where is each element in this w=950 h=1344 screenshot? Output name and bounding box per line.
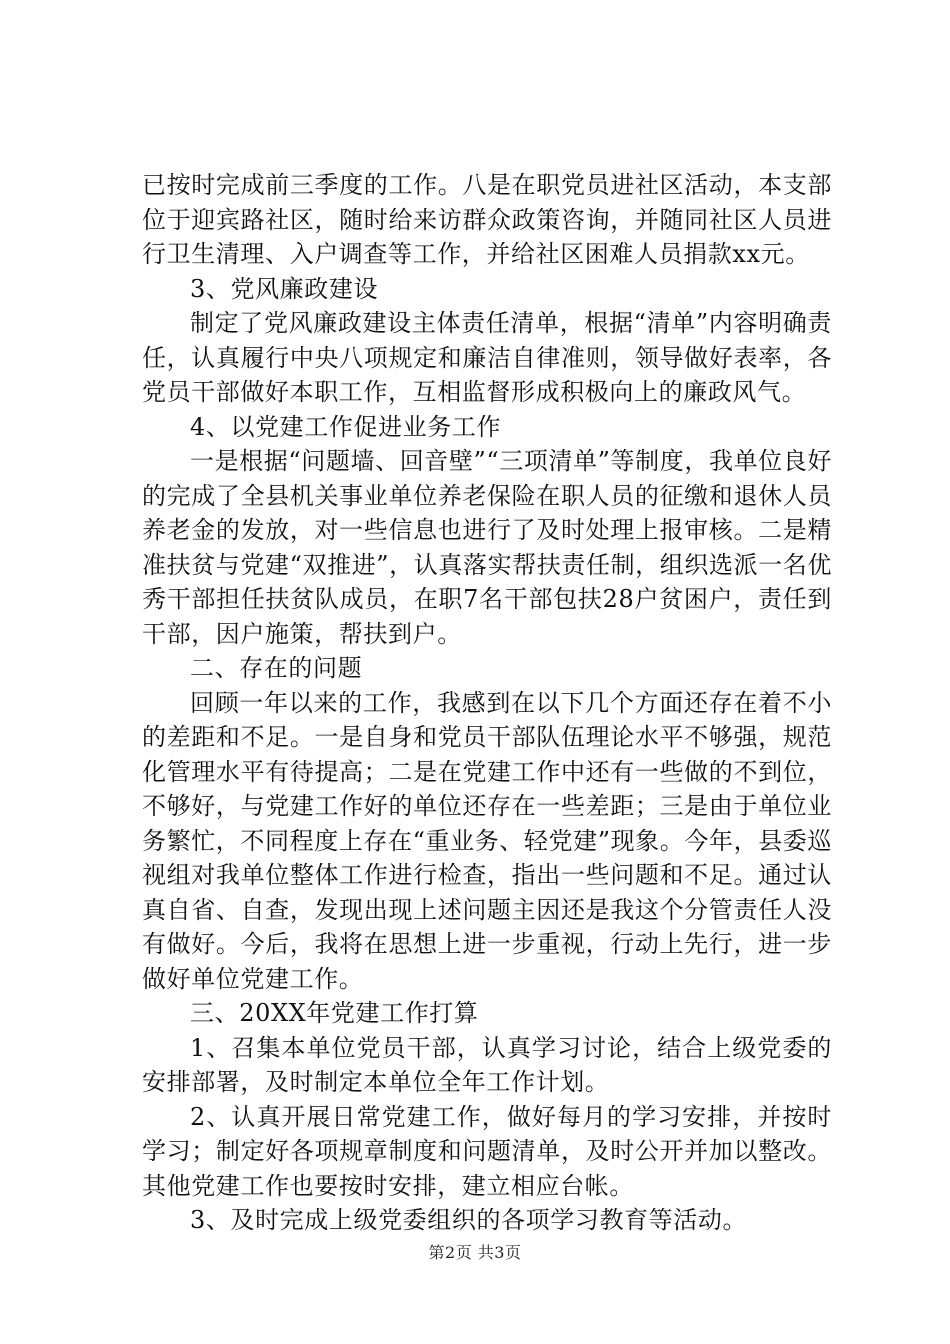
heading-existing-problems: 二、存在的问题 — [190, 654, 363, 682]
paragraph-existing-problems: 回顾一年以来的工作，我感到在以下几个方面还存在着不小的差距和不足。一是自身和党员干部队伍理论水平不够强，规范化管理水平有待提高；二是在党建工作中还有一些做的不到位，不够好，与党建工作好的单位还存在一些差距；三是由于单位业务繁忙，不同程度上存在“重业务、轻党建”现象。今年，县委巡视组对我单位整体工作进行检查，指出一些问题和不足。通过认真自省、自查，发现出现上述问题主因还是我这个分管责任人没有做好。今后，我将在思想上进一步重视，行动上先行，进一步做好单位党建工作。 — [142, 688, 832, 993]
paragraph-party-promotes-business: 一是根据“问题墙、回音壁”“三项清单”等制度，我单位良好的完成了全县机关事业单位养老保险在职人员的征缴和退休人员养老金的发放，对一些信息也进行了及时处理上报审核。二是精准扶贫与党建“双推进”，认真落实帮扶责任制，组织选派一名优秀干部担任扶贫队成员，在职7名干部包扶28户贫困户，责任到干部，因户施策，帮扶到户。 — [142, 447, 832, 648]
page-footer: 第2页 共3页 — [428, 1243, 522, 1262]
heading-party-promotes-business: 4、以党建工作促进业务工作 — [190, 412, 502, 441]
document-body — [142, 168, 832, 1238]
paragraph-party-integrity: 制定了党风廉政建设主体责任清单，根据“清单”内容明确责任，认真履行中央八项规定和廉洁自律准则，领导做好表率，各党员干部做好本职工作，互相监督形成积极向上的廉政风气。 — [142, 309, 832, 406]
plan-item-3: 3、及时完成上级党委组织的各项学习教育等活动。 — [190, 1206, 748, 1234]
heading-work-plan: 三、20XX年党建工作打算 — [190, 999, 479, 1027]
plan-item-2: 2、认真开展日常党建工作，做好每月的学习安排，并按时学习；制定好各项规章制度和问题清单，及时公开并加以整改。其他党建工作也要按时安排，建立相应台帐。 — [142, 1102, 832, 1200]
heading-party-integrity: 3、党风廉政建设 — [190, 274, 379, 303]
paragraph-continuation: 已按时完成前三季度的工作。八是在职党员进社区活动，本支部位于迎宾路社区，随时给来访群众政策咨询，并随同社区人员进行卫生清理、入户调查等工作，并给社区困难人员捐款xx元。 — [142, 171, 832, 268]
plan-item-1: 1、召集本单位党员干部，认真学习讨论，结合上级党委的安排部署，及时制定本单位全年工作计划。 — [142, 1033, 832, 1096]
